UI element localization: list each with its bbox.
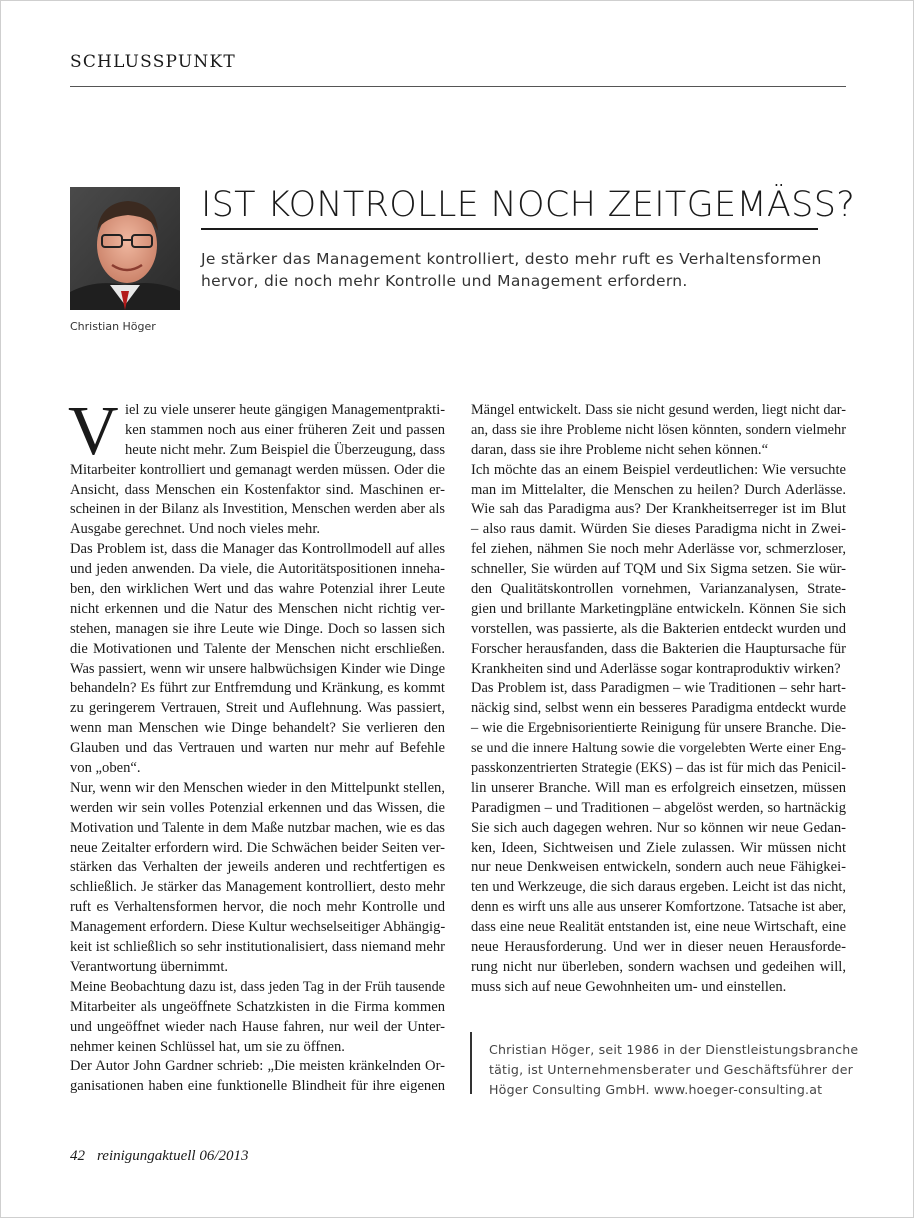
body-line: Ansicht, dass Menschen ein Kostenfaktor sind. Maschinen er- — [70, 481, 445, 498]
bio-bar — [470, 1032, 472, 1094]
body-line: man im Mittelalter, die Menschen zu heilen? Durch Aderlässe. — [471, 481, 846, 498]
body-line: und ungeöffnet wieder nach Hause fahren, nur weil der Unter- — [70, 1018, 445, 1035]
body-line: Forscher herausfanden, dass die Bakterien die Hauptursache für — [471, 640, 846, 657]
section-label: SCHLUSSPUNKT — [70, 52, 236, 72]
body-line: zu geringerem Vertrauen, Streit und Auflehnung. Was passiert, — [70, 700, 445, 717]
page-number: 42 — [70, 1148, 85, 1164]
body-line: fel ziehen, nähmen Sie noch mehr Aderlässe vor, schmerzloser, — [471, 541, 846, 558]
body-line: und jeden anwenden. Da viele, die Autoritätspositionen inneha- — [70, 561, 445, 578]
body-line: wenn man Menschen wie Dinge behandelt? Sie verlieren den — [70, 720, 445, 737]
body-line: Mitarbeiter kontrolliert und gemanagt werden müssen. Oder die — [70, 461, 445, 478]
body-line: Management erfordern. Diese Kultur wechselseitiger Abhängig- — [70, 919, 446, 936]
body-line: Meine Beobachtung dazu ist, dass jeden Tag in der Früh tausende — [70, 978, 445, 995]
body-line: behandeln? Es führt zur Entfremdung und Kränkung, es kommt — [70, 680, 445, 697]
body-line: Paradigmen – und Traditionen – abgelöst werden, so hartnäckig — [471, 799, 846, 816]
body-line: Krankheiten sind und Aderlässe sogar kontraproduktiv wirken? — [471, 660, 841, 677]
body-line: ten und Werkzeuge, die sich daraus ergeben. Leicht ist das nicht, — [471, 879, 846, 896]
body-line: vorstellen, was passierte, als die Bakterien entdeckt wurden und — [471, 620, 846, 637]
lead-line: hervor, die noch mehr Kontrolle und Management erfordern. — [201, 272, 688, 290]
body-line: Ausgabe gerechnet. Und noch vieles mehr. — [70, 521, 321, 538]
body-line: stärken das Verhalten der jeweils anderen und rechtfertigen es — [70, 859, 445, 876]
body-line: denn es wirft uns alle aus unserer Komfortzone. Tatsache ist aber, — [471, 899, 846, 916]
body-line: rung nicht nur überleben, sondern wachsen und gedeihen will, — [471, 958, 846, 975]
body-line: Was passiert, wenn wir unsere halbwüchsigen Kinder wie Dinge — [70, 660, 445, 677]
bio-line: Höger Consulting GmbH. www.hoeger-consulting.at — [489, 1082, 823, 1097]
body-line: schließlich. Je stärker das Management kontrolliert, desto mehr — [70, 879, 445, 896]
body-line: Ich möchte das an einem Beispiel verdeutlichen: Wie versuchte — [471, 461, 846, 478]
body-line: an, dass sie ihre Probleme nicht lösen könnten, sondern vielmehr — [471, 421, 846, 438]
body-line: – wie die Ergebnisorientierte Reinigung für unsere Branche. Die- — [471, 720, 846, 737]
body-line: neue Zeitalter erfordern wird. Die Schwächen beider Seiten ver- — [70, 839, 445, 856]
body-line: Verantwortung übernimmt. — [70, 958, 229, 975]
header-rule — [70, 86, 846, 87]
body-line: lin unserer Branche. Will man es erfolgreich einsetzen, müssen — [471, 779, 846, 796]
body-line: Mitarbeiter als ungeöffnete Schatzkisten in die Firma kommen — [70, 998, 445, 1015]
body-line: Nur, wenn wir den Menschen wieder in den Mittelpunkt stellen, — [70, 779, 445, 796]
body-column-right — [471, 401, 846, 998]
body-line: von „oben“. — [70, 760, 141, 777]
body-line: muss sich auf neue Gewohnheiten um- und einstellen. — [471, 978, 787, 995]
bio-line: Christian Höger, seit 1986 in der Dienstleistungsbranche — [489, 1042, 859, 1057]
body-line: keit ist schließlich so sehr institutionalisiert, dass niemand mehr — [70, 939, 445, 956]
page-footer — [70, 1148, 249, 1165]
body-line: ruft es Verhaltensformen hervor, die noch mehr Kontrolle und — [70, 899, 445, 916]
drop-cap: V — [68, 393, 119, 470]
body-line: passkonzentrierten Strategie (EKS) – das ist für mich das Penicil- — [471, 760, 846, 777]
body-line: Sie sich auch dagegen wehren. Nur so können wir neue Gedan- — [471, 819, 846, 836]
body-column-left — [68, 393, 446, 1097]
body-line: den Qualitätskontrollen vornehmen, Varianzanalysen, Strate- — [471, 581, 846, 598]
body-line: Das Problem ist, dass die Manager das Kontrollmodell auf alles — [70, 541, 445, 558]
article-title: IST KONTROLLE NOCH ZEITGEMÄSS? — [201, 185, 856, 225]
photo-caption: Christian Höger — [70, 320, 156, 333]
body-line: gien und brillante Marketingpläne entwickeln. Können Sie sich — [471, 600, 846, 617]
bio-line: tätig, ist Unternehmensberater und Geschäftsführer der — [489, 1062, 854, 1077]
body-line: ken stammen noch aus einer früheren Zeit und passen — [125, 421, 445, 438]
body-line: näckig sind, selbst wenn ein besseres Paradigma entdeckt wurde — [471, 700, 846, 717]
author-bio — [489, 1040, 859, 1100]
body-line: nicht erkennen und die Natur des Menschen nicht richtig ver- — [70, 600, 445, 617]
body-line: ganisationen haben eine funktionelle Blindheit für ihre eigenen — [70, 1078, 445, 1095]
body-line: Motivation und Talente in dem Maße nutzbar machen, wie es das — [70, 819, 445, 836]
body-line: heute nicht mehr. Zum Beispiel die Überzeugung, dass — [125, 441, 445, 458]
body-line: dass eine neue Realität entstanden ist, eine neue Wirtschaft, eine — [471, 919, 846, 936]
body-line: – also raus damit. Würden Sie dieses Paradigma nicht in Zwei- — [471, 521, 846, 538]
author-photo — [70, 187, 180, 310]
body-line: die Motivationen und Talente der Menschen nicht erschließen. — [70, 640, 445, 657]
body-line: stehen, managen sie ihre Leute wie Dinge. Doch so lassen sich — [70, 620, 445, 637]
body-line: Der Autor John Gardner schrieb: „Die meisten kränkelnden Or- — [70, 1058, 445, 1075]
body-line: Glauben und das Vertrauen und warten nur mehr auf Befehle — [70, 740, 445, 757]
body-line: iel zu viele unserer heute gängigen Managementprakti- — [125, 402, 445, 418]
body-line: Das Problem ist, dass Paradigmen – wie Traditionen – sehr hart- — [471, 680, 846, 697]
body-line: nur neue Denkweisen entwickeln, sondern auch neue Fähigkei- — [471, 859, 846, 876]
body-line: se und die innere Haltung sowie die vorgelebten Werte einer Eng- — [471, 740, 846, 757]
lead-line: Je stärker das Management kontrolliert, desto mehr ruft es Verhaltensformen — [201, 250, 822, 268]
body-line: schneller, Sie würden auf TQM und Six Sigma setzen. Sie wür- — [471, 561, 846, 578]
body-line: nehmer keinen Schlüssel hat, um sie zu öffnen. — [70, 1038, 345, 1055]
body-line: scheinen in der Bilanz als Investition, Menschen werden aber als — [70, 501, 445, 518]
publication-name: reinigungaktuell 06/2013 — [97, 1148, 249, 1164]
article-lead — [201, 248, 851, 292]
body-line: ken, Ideen, Sichtweisen und Ziele zulassen. Wir müssen nicht — [471, 839, 846, 856]
body-line: ben, den wirklichen Wert und das wahre Potenzial ihrer Leute — [70, 581, 445, 598]
body-line: neue Herausforderung. Und wer in dieser neuen Herausforde- — [471, 939, 846, 956]
body-line: Wie sah das Paradigma aus? Der Krankheitserreger ist im Blut — [471, 501, 846, 518]
body-line: werden wir sein volles Potenzial erkennen und das Wissen, die — [70, 799, 445, 816]
body-line: daran, dass sie ihre Probleme nicht sehen können.“ — [471, 441, 769, 458]
body-line: Mängel entwickelt. Dass sie nicht gesund werden, liegt nicht dar- — [471, 402, 846, 418]
title-underline — [201, 228, 818, 230]
